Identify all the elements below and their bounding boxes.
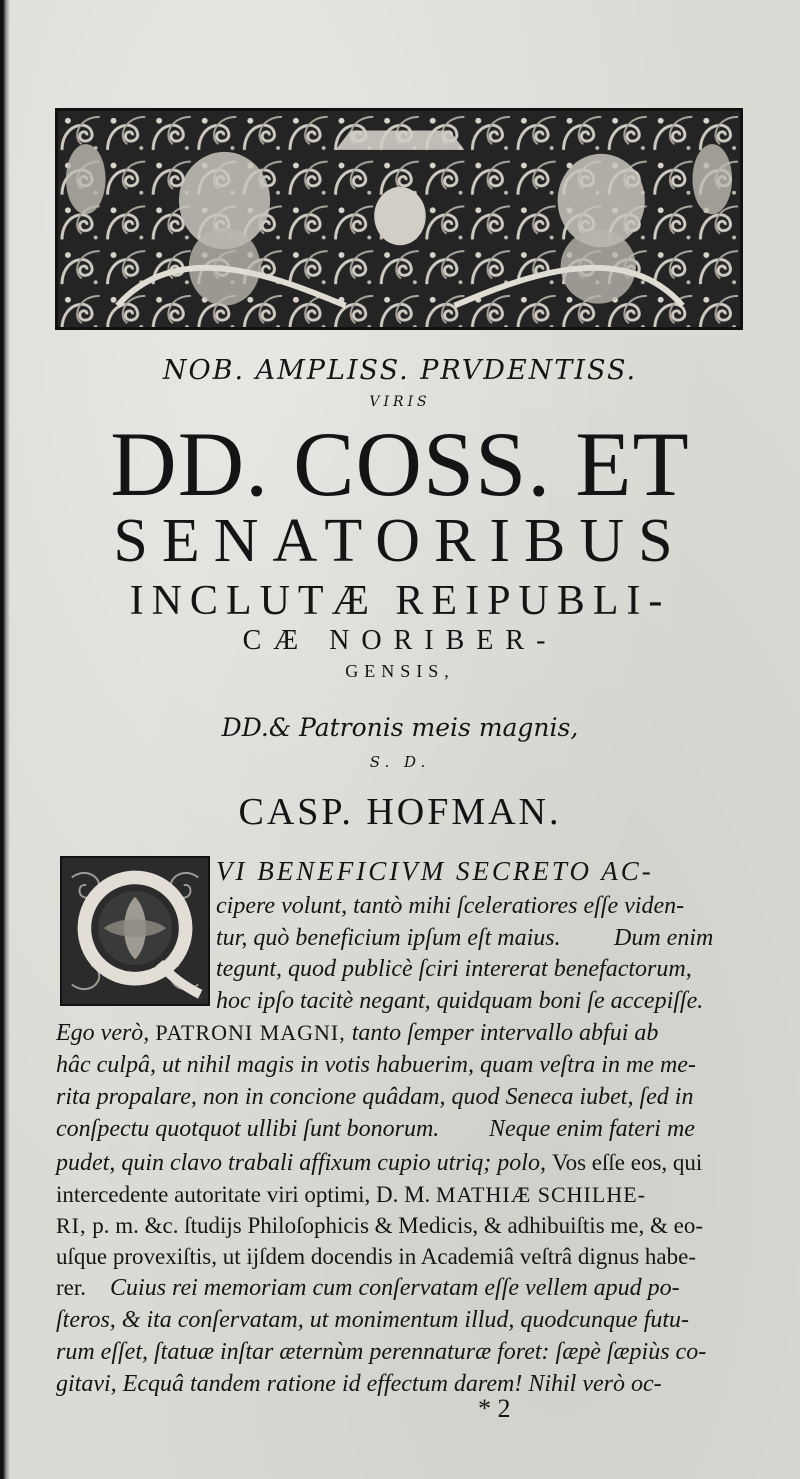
dedication-line-5: INCLUTÆ REIPUBLI- bbox=[129, 578, 671, 624]
text-line: rita propalare, non in concione quâdam, quod Seneca iubet, ſed in bbox=[56, 1084, 694, 1110]
text-line: pudet, quin clavo trabali affixum cupio utriq; polo, Vos eſſe eos, qui bbox=[56, 1150, 703, 1176]
dedication-line-7: GENSIS, bbox=[345, 661, 455, 681]
dedication-line-2: VIRIS bbox=[369, 394, 431, 410]
dedication-title: DD. COSS. ET bbox=[110, 413, 690, 515]
dedication-line-1: NOB. AMPLISS. PRVDENTISS. bbox=[162, 355, 638, 386]
dedication-line-8: DD.& Patronis meis magnis, bbox=[221, 713, 579, 742]
text-line: Ego verò, PATRONI MAGNI, tanto ſemper intervallo abfui ab bbox=[56, 1020, 659, 1046]
dedication-line-6: CÆ NORIBER- bbox=[242, 625, 558, 656]
text-line: Neque enim fateri me bbox=[489, 1116, 695, 1142]
text-line: tur, quò beneficium ipſum eſt maius. bbox=[216, 925, 561, 951]
text-line: gitavi, Ecquâ tandem ratione id effectum darem! Nihil verò oc- bbox=[56, 1371, 662, 1397]
text-line: rer. Cuius rei memoriam cum conſervatam eſſe vellem apud po- bbox=[56, 1275, 680, 1301]
text-line: intercedente autoritate viri optimi, D. M. MATHIÆ SCHILHE- bbox=[56, 1182, 646, 1207]
text-line: conſpectu quotquot ullibi ſunt bonorum. bbox=[56, 1116, 440, 1142]
ornamental-headpiece bbox=[55, 108, 743, 330]
author-name: CASP. HOFMAN. bbox=[238, 791, 562, 833]
text-line: rum eſſet, ſtatuæ inſtar æternùm perennaturæ foret: ſæpè ſæpiùs co- bbox=[56, 1339, 707, 1365]
text-line: tegunt, quod publicè ſciri intererat benefactorum, bbox=[216, 956, 692, 982]
text-line: uſque provexiſtis, ut ijſdem docendis in Academiâ veſtrâ dignus habe- bbox=[56, 1244, 697, 1269]
text-line: VI BENEFICIVM SECRETO AC- bbox=[216, 856, 654, 886]
text-line: Dum enim bbox=[614, 925, 714, 951]
text-line: hâc culpâ, ut nihil magis in votis habuerim, quam veſtra in me me- bbox=[56, 1052, 696, 1078]
text-line: RI, p. m. &c. ſtudijs Philoſophicis & Medicis, & adhibuiſtis me, & eo- bbox=[56, 1213, 703, 1238]
dedication-line-4: SENATORIBUS bbox=[113, 507, 687, 575]
text-line: ſteros, & ita conſervatam, ut monimentum illud, quodcunque futu- bbox=[56, 1307, 690, 1333]
text-line: cipere volunt, tantò mihi ſceleratiores eſſe viden- bbox=[216, 893, 685, 919]
signature-mark: * 2 bbox=[478, 1394, 511, 1423]
salutation: S. D. bbox=[369, 753, 431, 771]
decorated-initial bbox=[60, 856, 210, 1006]
text-line: hoc ipſo tacitè negant, quidquam boni ſe accepiſſe. bbox=[216, 988, 704, 1014]
